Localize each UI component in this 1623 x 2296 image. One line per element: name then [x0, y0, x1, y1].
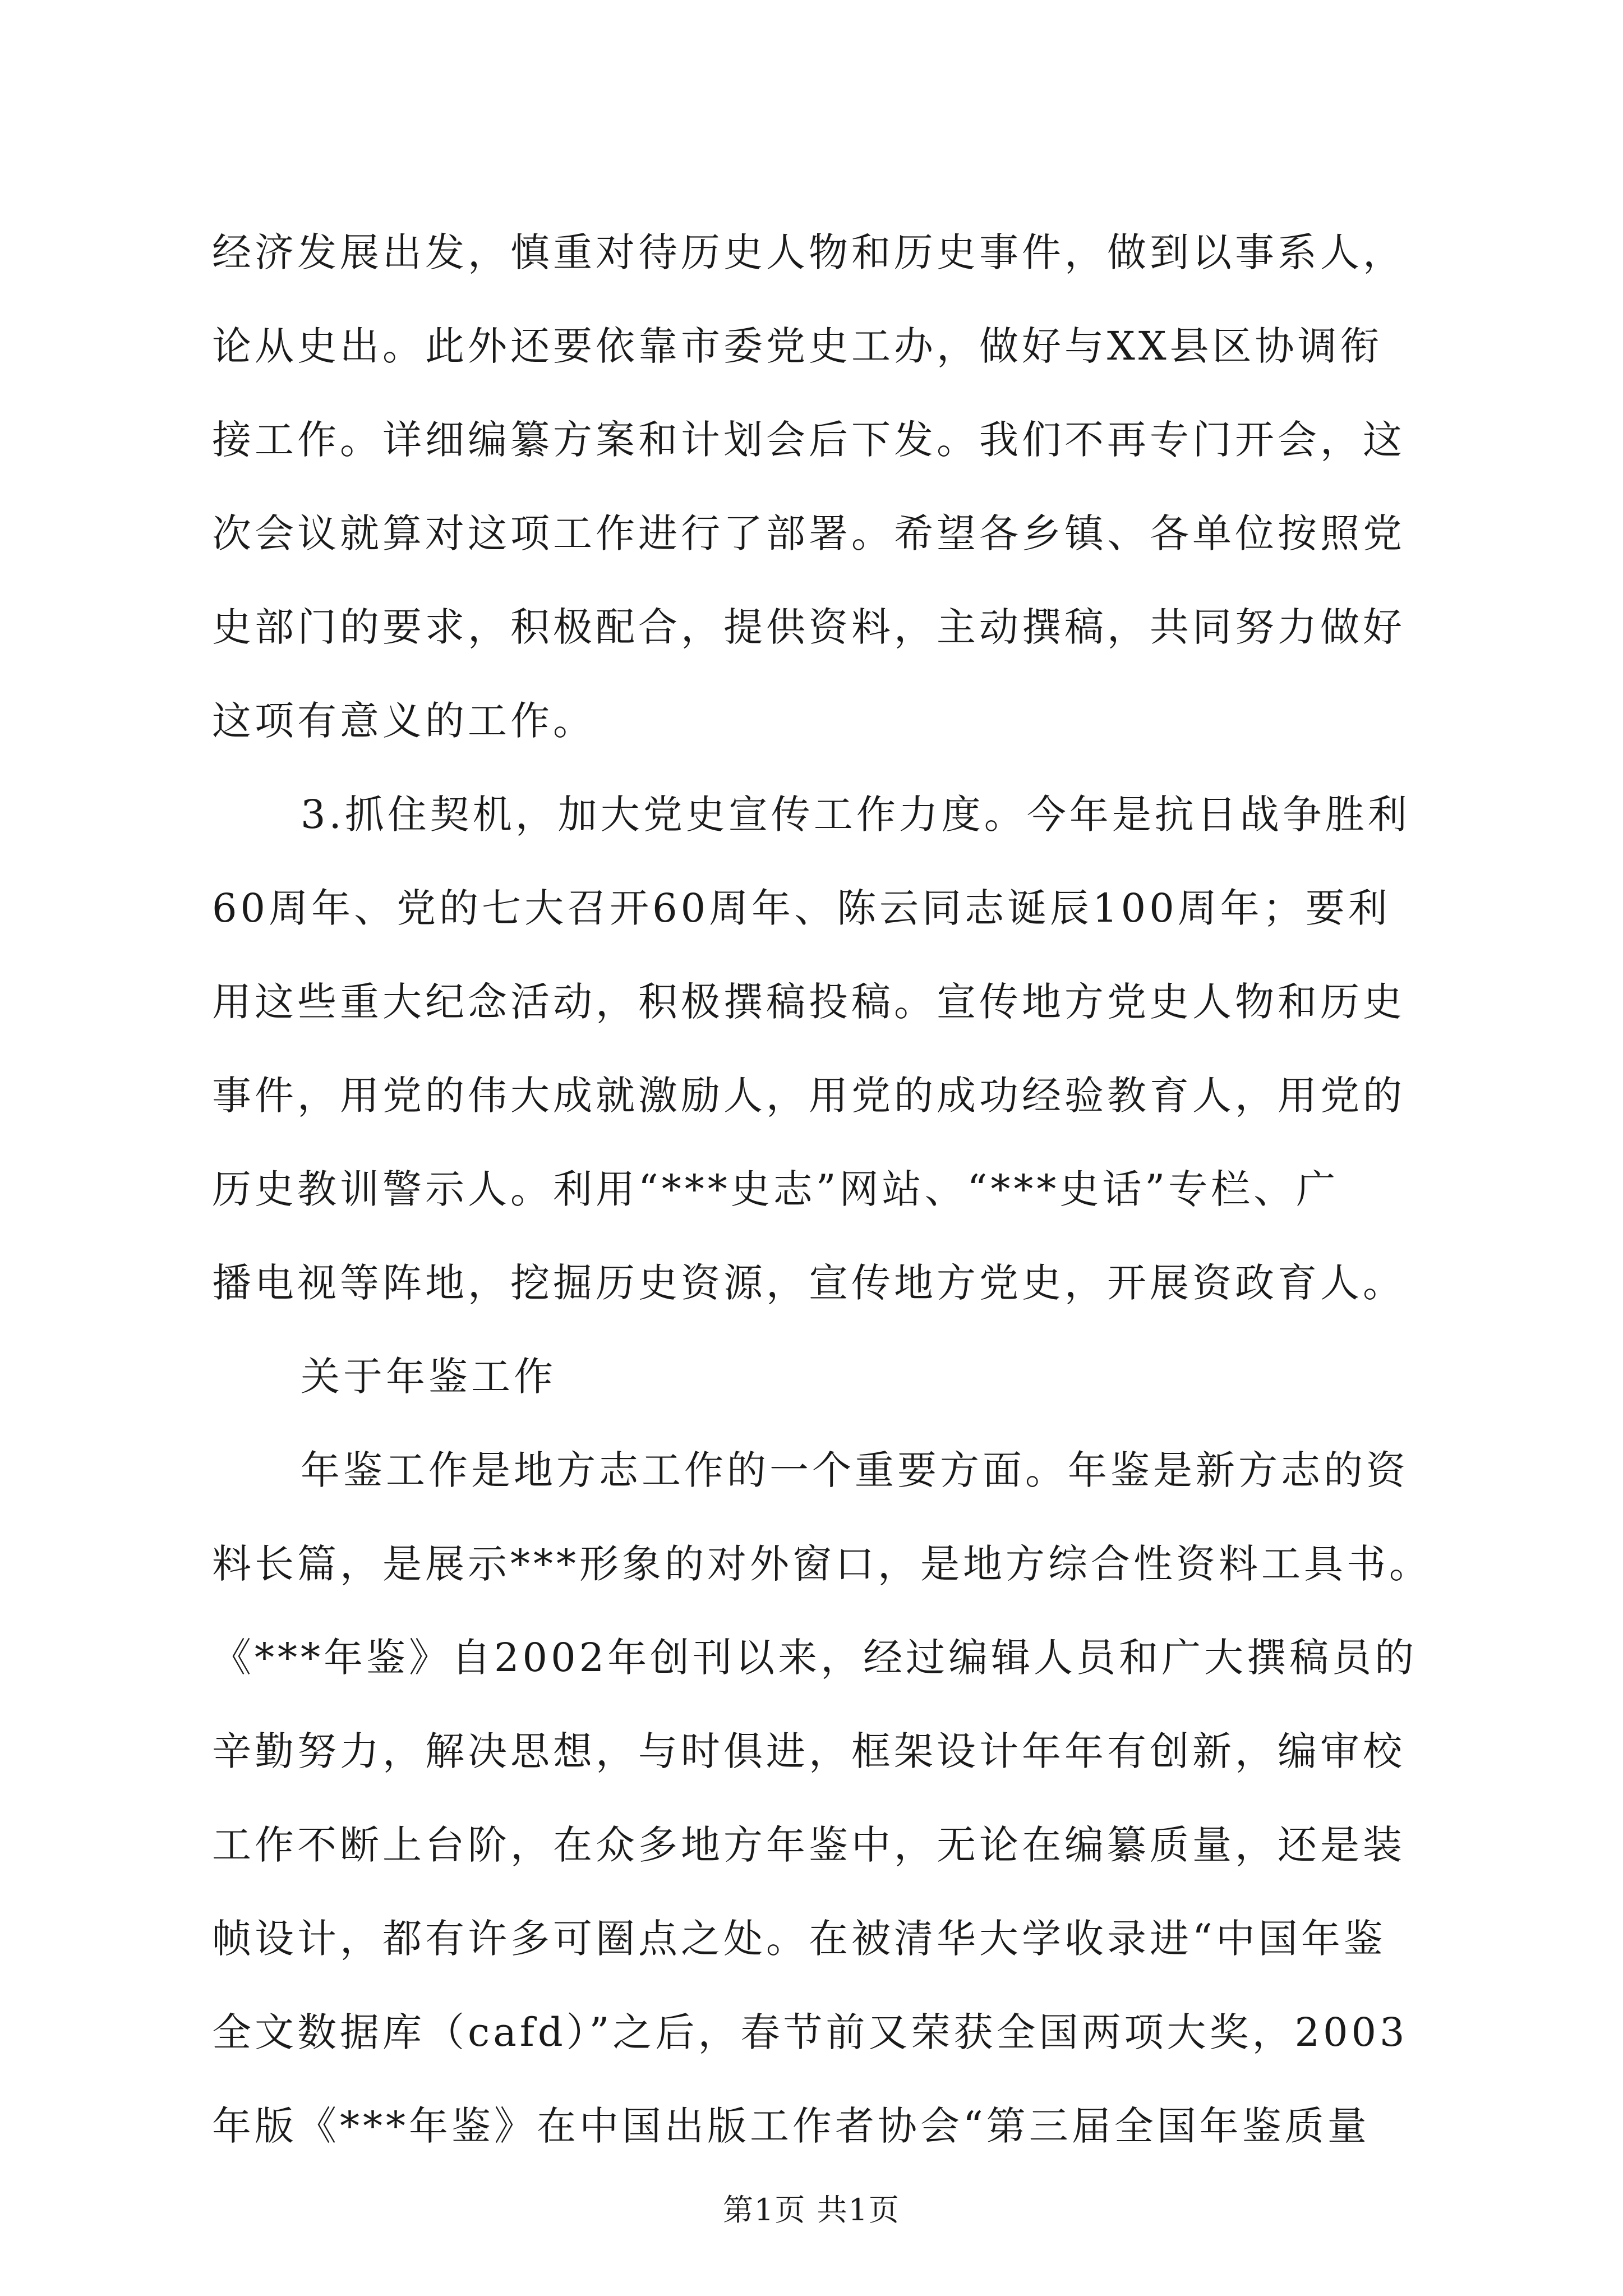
text-line: 次会议就算对这项工作进行了部署。希望各乡镇、各单位按照党 [212, 510, 1405, 556]
text-line: 工作不断上台阶，在众多地方年鉴中，无论在编纂质量，还是装 [212, 1822, 1405, 1868]
text-line: 全文数据库（cafd）”之后，春节前又荣获全国两项大奖，2003 [212, 2009, 1408, 2055]
text-line: 这项有意义的工作。 [212, 698, 596, 744]
text-line: 历史教训警示人。利用“***史志”网站、“***史话”专栏、广 [212, 1166, 1339, 1212]
text-line: 《***年鉴》自2002年创刊以来，经过编辑人员和广大撰稿员的 [212, 1635, 1418, 1681]
text-line: 论从史出。此外还要依靠市委党史工办，做好与XX县区协调衔 [212, 323, 1383, 369]
text-line: 事件，用党的伟大成就激励人，用党的成功经验教育人，用党的 [212, 1073, 1405, 1119]
text-line: 经济发展出发，慎重对待历史人物和历史事件，做到以事系人， [212, 229, 1405, 275]
text-line: 播电视等阵地，挖掘历史资源，宣传地方党史，开展资政育人。 [212, 1260, 1405, 1306]
text-line: 3.抓住契机，加大党史宣传工作力度。今年是抗日战争胜利 [301, 792, 1410, 838]
text-line: 料长篇，是展示***形象的对外窗口，是地方综合性资料工具书。 [212, 1541, 1432, 1587]
text-line: 接工作。详细编纂方案和计划会后下发。我们不再专门开会，这 [212, 417, 1405, 463]
text-line: 辛勤努力，解决思想，与时俱进，框架设计年年有创新，编审校 [212, 1728, 1405, 1774]
text-line: 用这些重大纪念活动，积极撰稿投稿。宣传地方党史人物和历史 [212, 979, 1405, 1025]
section-heading: 关于年鉴工作 [301, 1354, 556, 1400]
text-line: 年版《***年鉴》在中国出版工作者协会“第三届全国年鉴质量 [212, 2103, 1370, 2149]
text-line: 帧设计，都有许多可圈点之处。在被清华大学收录进“中国年鉴 [212, 1916, 1386, 1962]
text-line: 60周年、党的七大召开60周年、陈云同志诞辰100周年；要利 [212, 885, 1391, 931]
text-line: 史部门的要求，积极配合，提供资料，主动撰稿，共同努力做好 [212, 604, 1405, 650]
text-line: 年鉴工作是地方志工作的一个重要方面。年鉴是新方志的资 [301, 1447, 1409, 1493]
page-footer: 第1页 共1页 [723, 2192, 900, 2228]
